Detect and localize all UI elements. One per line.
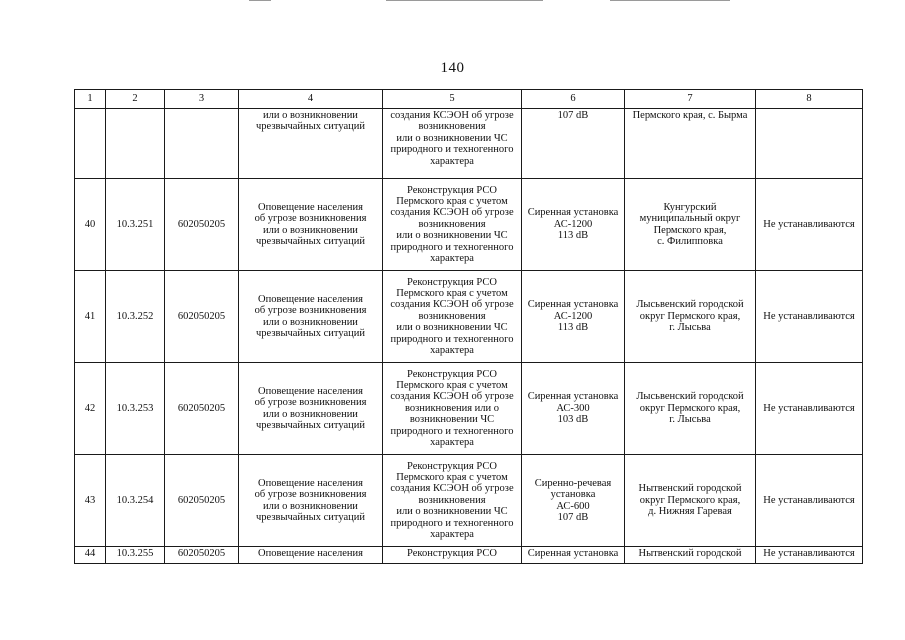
cell-measure-code	[106, 109, 165, 179]
column-number-row	[75, 90, 863, 109]
cell-purpose: Оповещение населения об угрозе возникновения или о возникновении чрезвычайных ситуаций	[239, 179, 383, 271]
column-number-7: 7	[625, 90, 756, 109]
column-number-5: 5	[383, 90, 522, 109]
cell-location: Пермского края, с. Бырма	[625, 109, 756, 179]
table-row	[75, 109, 863, 179]
cell-row-number: 42	[75, 363, 106, 455]
cell-equipment: Сиренная установка	[522, 547, 625, 564]
header-rule-right	[610, 0, 730, 1]
column-number-4: 4	[239, 90, 383, 109]
cell-equipment: Сиренно-речевая установка АС-600 107 dB	[522, 455, 625, 547]
cell-equipment: Сиренная установка АС-1200 113 dB	[522, 179, 625, 271]
cell-restrictions: Не устанавливаются	[756, 363, 863, 455]
cell-restrictions: Не устанавливаются	[756, 455, 863, 547]
cell-event: Реконструкция РСО Пермского края с учетом создания КСЭОН об угрозе возникновения или о возникновении ЧС природного и техногенного характера	[383, 271, 522, 363]
table-row	[75, 547, 863, 564]
cell-measure-code: 10.3.254	[106, 455, 165, 547]
cell-equipment: Сиренная установка АС-300 103 dB	[522, 363, 625, 455]
table-body	[75, 109, 863, 564]
cell-row-number: 43	[75, 455, 106, 547]
cell-restrictions: Не устанавливаются	[756, 179, 863, 271]
cell-event: Реконструкция РСО Пермского края с учетом создания КСЭОН об угрозе возникновения или о возникновении ЧС природного и техногенного характера	[383, 455, 522, 547]
cell-equipment: 107 dB	[522, 109, 625, 179]
cell-event: создания КСЭОН об угрозе возникновения или о возникновении ЧС природного и техногенного характера	[383, 109, 522, 179]
cell-row-number	[75, 109, 106, 179]
cell-location: Нытвенский городской	[625, 547, 756, 564]
cell-restrictions: Не устанавливаются	[756, 271, 863, 363]
cell-event: Реконструкция РСО Пермского края с учетом создания КСЭОН об угрозе возникновения или о возникновении ЧС природного и техногенного характера	[383, 179, 522, 271]
cell-budget-code: 602050205	[165, 179, 239, 271]
cell-restrictions	[756, 109, 863, 179]
cell-row-number: 41	[75, 271, 106, 363]
cell-equipment: Сиренная установка АС-1200 113 dB	[522, 271, 625, 363]
column-number-1: 1	[75, 90, 106, 109]
cell-budget-code	[165, 109, 239, 179]
cell-event: Реконструкция РСО	[383, 547, 522, 564]
cell-measure-code: 10.3.251	[106, 179, 165, 271]
cell-measure-code: 10.3.253	[106, 363, 165, 455]
cell-purpose: Оповещение населения об угрозе возникновения или о возникновении чрезвычайных ситуаций	[239, 271, 383, 363]
page-number: 140	[440, 60, 465, 76]
cell-purpose: или о возникновении чрезвычайных ситуаций	[239, 109, 383, 179]
table-row	[75, 271, 863, 363]
cell-measure-code: 10.3.252	[106, 271, 165, 363]
cell-row-number: 40	[75, 179, 106, 271]
registry-table	[74, 89, 863, 564]
cell-measure-code: 10.3.255	[106, 547, 165, 564]
column-number-8: 8	[756, 90, 863, 109]
column-number-2: 2	[106, 90, 165, 109]
column-number-3: 3	[165, 90, 239, 109]
cell-budget-code: 602050205	[165, 363, 239, 455]
cell-restrictions: Не устанавливаются	[756, 547, 863, 564]
column-number-6: 6	[522, 90, 625, 109]
cell-budget-code: 602050205	[165, 547, 239, 564]
cell-location: Лысьвенский городской округ Пермского края, г. Лысьва	[625, 363, 756, 455]
cell-location: Кунгурский муниципальный округ Пермского края, с. Филипповка	[625, 179, 756, 271]
table-row	[75, 179, 863, 271]
cell-budget-code: 602050205	[165, 271, 239, 363]
cell-purpose: Оповещение населения	[239, 547, 383, 564]
table-row	[75, 455, 863, 547]
table-row	[75, 363, 863, 455]
header-rule-left	[249, 0, 271, 1]
cell-event: Реконструкция РСО Пермского края с учетом создания КСЭОН об угрозе возникновения или о возникновении ЧС природного и техногенного характера	[383, 363, 522, 455]
cell-purpose: Оповещение населения об угрозе возникновения или о возникновении чрезвычайных ситуаций	[239, 363, 383, 455]
cell-location: Лысьвенский городской округ Пермского края, г. Лысьва	[625, 271, 756, 363]
cell-location: Нытвенский городской округ Пермского края, д. Нижняя Гаревая	[625, 455, 756, 547]
cell-budget-code: 602050205	[165, 455, 239, 547]
cell-purpose: Оповещение населения об угрозе возникновения или о возникновении чрезвычайных ситуаций	[239, 455, 383, 547]
cell-row-number: 44	[75, 547, 106, 564]
header-rule-center	[386, 0, 543, 1]
